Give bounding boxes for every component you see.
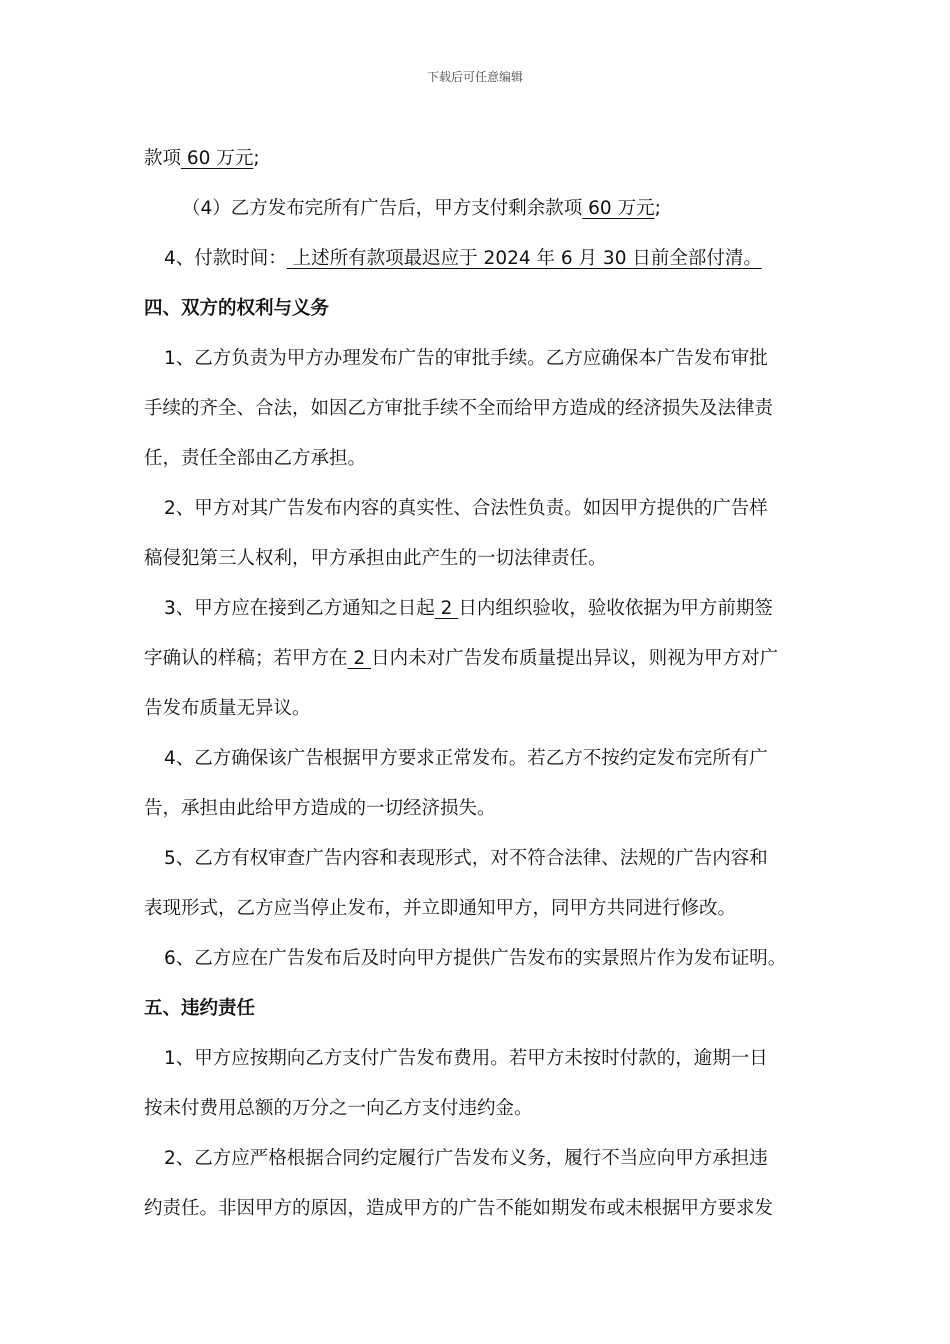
text-line: 告发布质量无异议。	[144, 698, 311, 719]
text-line: 按未付费用总额的万分之一向乙方支付违约金。	[144, 1098, 533, 1119]
underlined-days: 2	[347, 648, 372, 669]
text-line: 表现形式，乙方应当停止发布，并立即通知甲方，同甲方共同进行修改。	[144, 898, 737, 919]
text-line	[144, 584, 806, 634]
text-line: 4、乙方确保该广告根据甲方要求正常发布。若乙方不按约定发布完所有广	[164, 748, 768, 769]
text-span: 字确认的样稿；若甲方在	[144, 648, 348, 669]
text-line	[144, 234, 806, 284]
text-line	[144, 184, 806, 234]
text-line: 任，责任全部由乙方承担。	[144, 448, 367, 469]
text-line: 1、甲方应按期向乙方支付广告发布费用。若甲方未按时付款的，逾期一日	[164, 1048, 768, 1069]
underlined-amount: 60 万元	[582, 198, 655, 219]
text-line: 告，承担由此给甲方造成的一切经济损失。	[144, 798, 496, 819]
text-line: 稿侵犯第三人权利，甲方承担由此产生的一切法律责任。	[144, 548, 607, 569]
text-line: 约责任。非因甲方的原因，造成甲方的广告不能如期发布或未根据甲方要求发	[144, 1198, 774, 1219]
text-line: 5、乙方有权审查广告内容和表现形式，对不符合法律、法规的广告内容和	[164, 848, 768, 869]
text-span: 款项	[144, 148, 182, 169]
text-span: 日内未对广告发布质量提出异议，则视为甲方对广	[371, 648, 779, 669]
text-span: 日内组织验收，验收依据为甲方前期签	[458, 598, 773, 619]
text-span: ;	[654, 198, 661, 219]
text-span: 4、付款时间：	[164, 248, 287, 269]
page-header: 下载后可任意编辑	[426, 70, 523, 84]
text-line: 手续的齐全、合法，如因乙方审批手续不全而给甲方造成的经济损失及法律责	[144, 398, 774, 419]
text-span: ;	[253, 148, 260, 169]
text-line: 1、乙方负责为甲方办理发布广告的审批手续。乙方应确保本广告发布审批	[164, 348, 768, 369]
text-span: 3、甲方应在接到乙方通知之日起	[164, 598, 435, 619]
text-line	[144, 134, 806, 184]
text-span: （4）乙方发布完所有广告后，甲方支付剩余款项	[182, 198, 583, 219]
text-line: 2、甲方对其广告发布内容的真实性、合法性负责。如因甲方提供的广告样	[164, 498, 768, 519]
underlined-payment-deadline: 上述所有款项最迟应于 2024 年 6 月 30 日前全部付清。	[286, 248, 762, 269]
section-heading: 四、双方的权利与义务	[144, 298, 330, 319]
text-line	[144, 634, 806, 684]
section-heading: 五、违约责任	[144, 998, 256, 1019]
underlined-amount: 60 万元	[181, 148, 254, 169]
underlined-days: 2	[434, 598, 459, 619]
document-body	[144, 134, 806, 1234]
text-line: 6、乙方应在广告发布后及时向甲方提供广告发布的实景照片作为发布证明。	[164, 948, 787, 969]
text-line: 2、乙方应严格根据合同约定履行广告发布义务，履行不当应向甲方承担违	[164, 1148, 768, 1169]
